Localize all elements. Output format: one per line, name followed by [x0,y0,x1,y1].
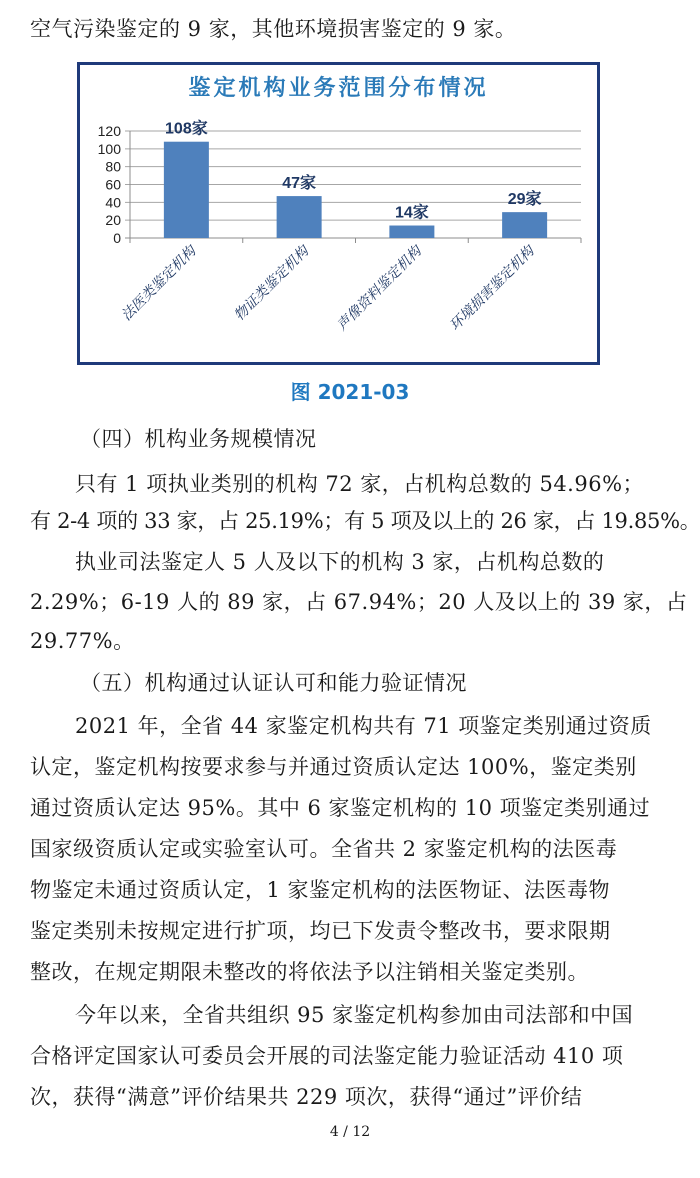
paragraph-line: 物鉴定未通过资质认定，1 家鉴定机构的法医物证、法医毒物 [30,878,611,902]
chart-title: 鉴定机构业务范围分布情况 [188,76,489,101]
paragraph-line: 整改，在规定期限未整改的将依法予以注销相关鉴定类别。 [30,960,589,984]
section-heading: （五）机构通过认证认可和能力验证情况 [80,671,467,695]
paragraph-line: 只有 1 项执业类别的机构 72 家，占机构总数的 54.96%； [75,472,645,496]
bar [277,196,322,238]
y-tick-label: 40 [105,194,121,211]
paragraph-line: 认定，鉴定机构按要求参与并通过资质认定达 100%，鉴定类别 [30,755,637,779]
y-tick-label: 0 [113,230,121,246]
paragraph-line: 通过资质认定达 95%。其中 6 家鉴定机构的 10 项鉴定类别通过 [30,796,651,820]
y-tick-label: 60 [105,176,121,193]
x-category-label: 物证类鉴定机构 [230,242,312,324]
paragraph-line: 合格评定国家认可委员会开展的司法鉴定能力验证活动 410 项 [30,1044,624,1068]
paragraph-line: 29.77%。 [30,629,135,653]
x-category-label: 声像资料鉴定机构 [333,242,424,334]
bar [389,226,434,238]
paragraph-line: 2021 年，全省 44 家鉴定机构共有 71 项鉴定类别通过资质 [75,714,652,738]
data-label: 47家 [282,175,317,193]
section-heading: （四）机构业务规模情况 [80,427,317,451]
chart-plot [80,65,597,362]
paragraph-line: 次，获得“满意”评价结果共 229 项次，获得“通过”评价结 [30,1085,583,1109]
paragraph-line: 2.29%；6-19 人的 89 家，占 67.94%；20 人及以上的 39 家，占 [30,590,688,614]
bar [502,212,547,238]
y-tick-label: 100 [97,140,121,157]
paragraph-line: 空气污染鉴定的 9 家，其他环境损害鉴定的 9 家。 [30,17,517,41]
paragraph-line: 国家级资质认定或实验室认可。全省共 2 家鉴定机构的法医毒 [30,837,618,861]
y-tick-label: 20 [105,212,121,229]
bar [164,142,209,238]
bar-chart [77,62,600,365]
data-label: 108家 [165,120,208,138]
paragraph-line: 鉴定类别未按规定进行扩项，均已下发责令整改书，要求限期 [30,919,611,943]
paragraph-line: 今年以来，全省共组织 95 家鉴定机构参加由司法部和中国 [75,1003,634,1027]
paragraph-line: 执业司法鉴定人 5 人及以下的机构 3 家，占机构总数的 [75,550,605,574]
y-tick-label: 120 [97,123,121,139]
x-category-label: 环境损害鉴定机构 [446,242,537,334]
data-label: 14家 [394,204,429,222]
page-number: 4 / 12 [329,1124,371,1140]
x-category-label: 法医类鉴定机构 [117,242,199,324]
figure-caption: 图 2021-03 [290,380,410,404]
paragraph-line: 有 2-4 项的 33 家，占 25.19%；有 5 项及以上的 26 家，占 19.85%。 [30,509,700,533]
data-label: 29家 [507,191,542,209]
y-tick-label: 80 [105,158,121,175]
